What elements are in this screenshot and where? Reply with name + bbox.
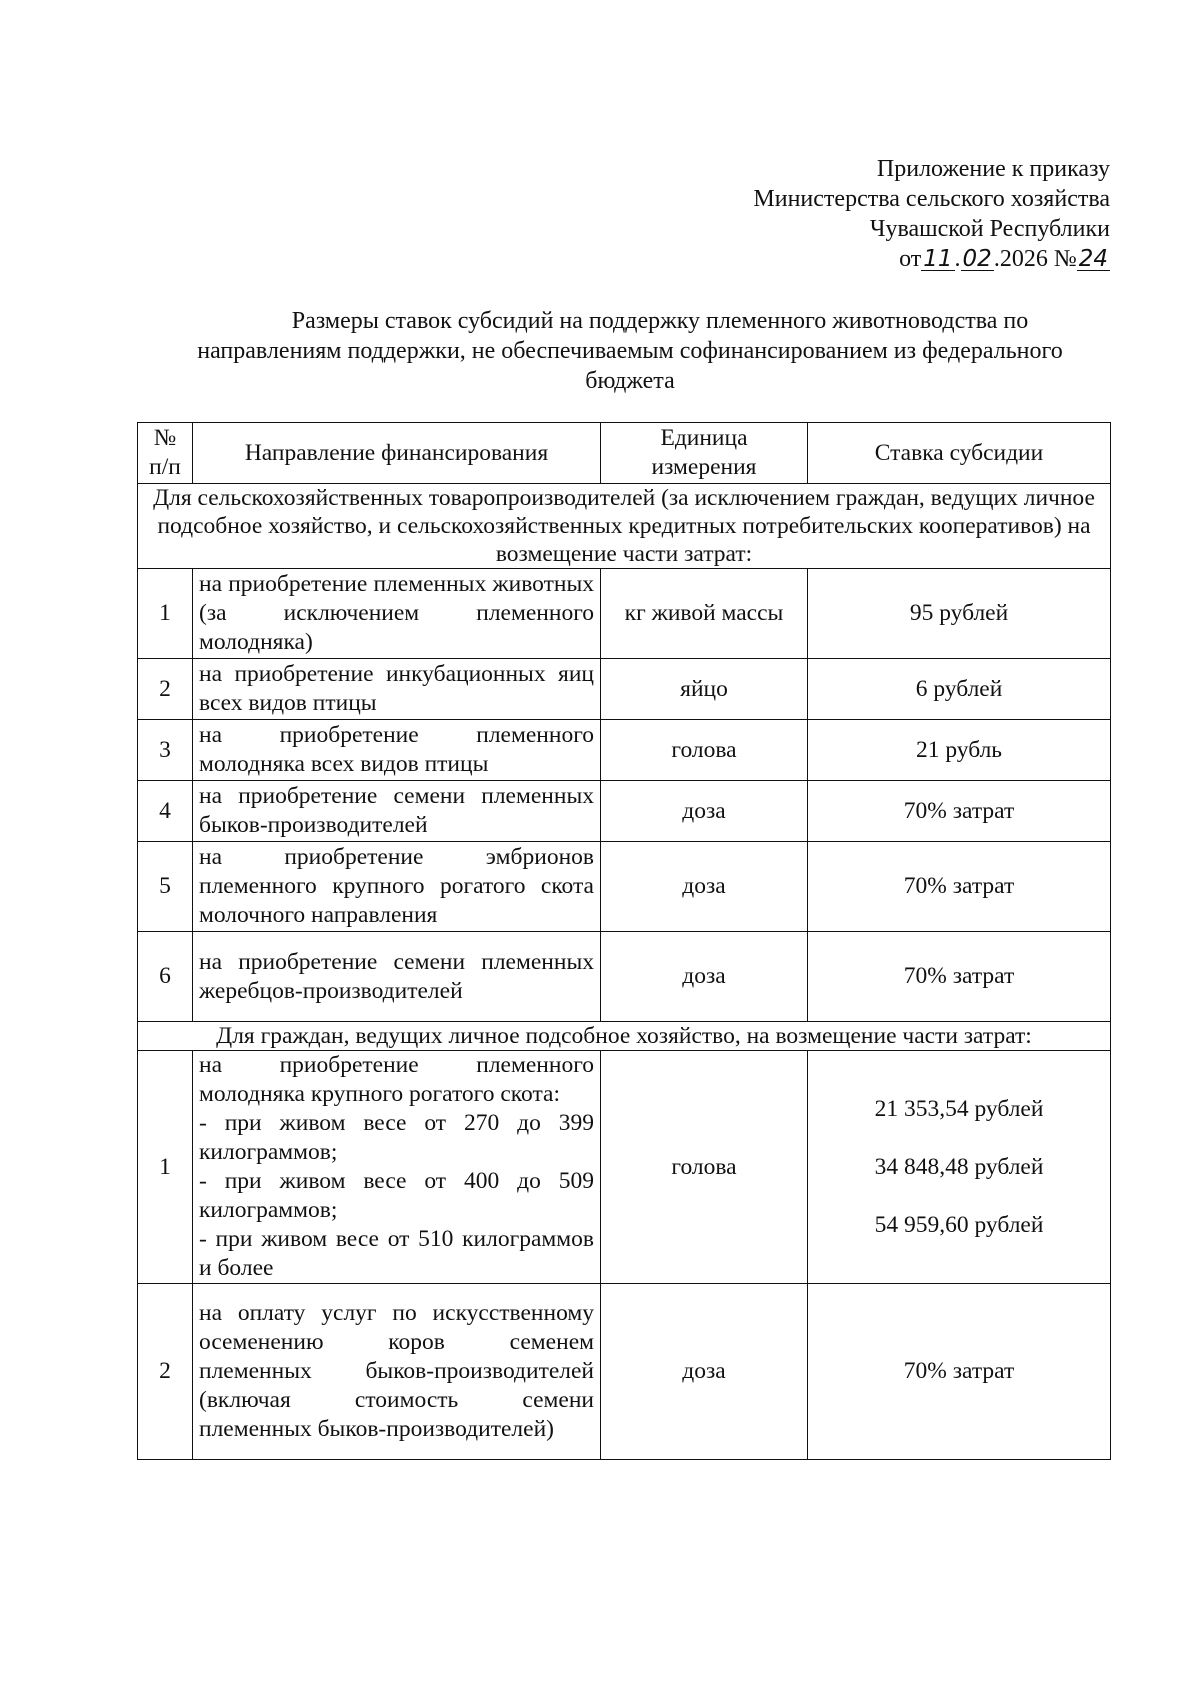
direction-intro: на приобретение племенного молодняка крупного рогатого скота:: [199, 1052, 594, 1107]
date-year: .2026 №: [993, 246, 1077, 272]
weight-bracket-2: - при живом весе от 400 до 509 килограммов;: [199, 1168, 594, 1223]
table-row: [138, 659, 1111, 720]
row-num: 5: [138, 842, 193, 932]
rate-bracket-2: 34 848,48 рублей: [874, 1153, 1044, 1180]
row-direction: на приобретение племенного молодняка всех видов птицы: [193, 720, 601, 781]
date-prefix: от: [899, 246, 922, 272]
row-num: 6: [138, 932, 193, 1022]
row-direction: на приобретение семени племенных быков-производителей: [193, 781, 601, 842]
appendix-line-3: Чувашской Республики: [869, 216, 1110, 242]
table-row: [138, 932, 1111, 1022]
table-row: [138, 1051, 1111, 1284]
section-2-title: Для граждан, ведущих личное подсобное хозяйство, на возмещение части затрат:: [138, 1022, 1111, 1051]
row-direction: на приобретение племенных животных (за исключением племенного молодняка): [193, 569, 601, 659]
table-row: [138, 569, 1111, 659]
rate-bracket-3: 54 959,60 рублей: [874, 1211, 1044, 1238]
row-direction: на оплату услуг по искусственному осеменению коров семенем племенных быков-производителей (включая стоимость семени племенных быков-производителей): [193, 1284, 601, 1460]
row-unit: яйцо: [601, 659, 808, 720]
row-rate: 95 рублей: [808, 569, 1111, 659]
row-direction: [193, 1051, 601, 1284]
row-rate: [808, 1051, 1111, 1284]
header-direction: Направление финансирования: [193, 423, 601, 484]
appendix-header: [753, 154, 1110, 274]
row-num: 3: [138, 720, 193, 781]
header-unit: Единица измерения: [601, 423, 808, 484]
appendix-line-2: Министерства сельского хозяйства: [753, 186, 1110, 212]
section-row: [138, 1022, 1111, 1051]
weight-bracket-3: - при живом весе от 510 килограммов и более: [199, 1226, 594, 1281]
row-unit: доза: [601, 781, 808, 842]
row-rate: 21 рубль: [808, 720, 1111, 781]
row-unit: доза: [601, 842, 808, 932]
section-1-title: Для сельскохозяйственных товаропроизводителей (за исключением граждан, ведущих личное подсобное хозяйство, и сельскохозяйственных кредитных потребительских кооперативов) на возмещение части затрат:: [138, 484, 1111, 569]
order-number-handwritten: 24: [1078, 246, 1108, 272]
row-rate: 70% затрат: [808, 781, 1111, 842]
appendix-line-1: Приложение к приказу: [876, 156, 1110, 182]
appendix-date-line: [753, 244, 1110, 274]
row-unit: голова: [601, 720, 808, 781]
document-title: [140, 306, 1120, 396]
table-row: [138, 720, 1111, 781]
section-row: [138, 484, 1111, 569]
row-direction: на приобретение инкубационных яиц всех видов птицы: [193, 659, 601, 720]
header-num: № п/п: [138, 423, 193, 484]
table-row: [138, 781, 1111, 842]
rate-list: [814, 1095, 1104, 1240]
row-num: 1: [138, 1051, 193, 1284]
date-separator: .: [954, 246, 961, 272]
title-line-2: направлениям поддержки, не обеспечиваемым софинансированием из федерального: [197, 338, 1063, 364]
header-rate: Ставка субсидии: [808, 423, 1111, 484]
row-direction: на приобретение семени племенных жеребцов-производителей: [193, 932, 601, 1022]
title-line-3: бюджета: [585, 368, 675, 394]
row-unit: кг живой массы: [601, 569, 808, 659]
table-row: [138, 842, 1111, 932]
title-line-1: Размеры ставок субсидий на поддержку племенного животноводства по: [291, 308, 1029, 334]
row-unit: доза: [601, 1284, 808, 1460]
weight-bracket-1: - при живом весе от 270 до 399 килограммов;: [199, 1110, 594, 1165]
row-unit: доза: [601, 932, 808, 1022]
row-rate: 70% затрат: [808, 842, 1111, 932]
subsidy-rates-table: [137, 422, 1111, 1460]
table-header-row: [138, 423, 1111, 484]
row-num: 4: [138, 781, 193, 842]
row-rate: 70% затрат: [808, 1284, 1111, 1460]
row-rate: 6 рублей: [808, 659, 1111, 720]
row-direction: на приобретение эмбрионов племенного крупного рогатого скота молочного направления: [193, 842, 601, 932]
table-row: [138, 1284, 1111, 1460]
date-day-handwritten: 11: [923, 246, 953, 272]
row-unit: голова: [601, 1051, 808, 1284]
row-rate: 70% затрат: [808, 932, 1111, 1022]
row-num: 2: [138, 1284, 193, 1460]
row-num: 1: [138, 569, 193, 659]
row-num: 2: [138, 659, 193, 720]
date-month-handwritten: 02: [962, 246, 992, 272]
rate-bracket-1: 21 353,54 рублей: [874, 1095, 1044, 1122]
